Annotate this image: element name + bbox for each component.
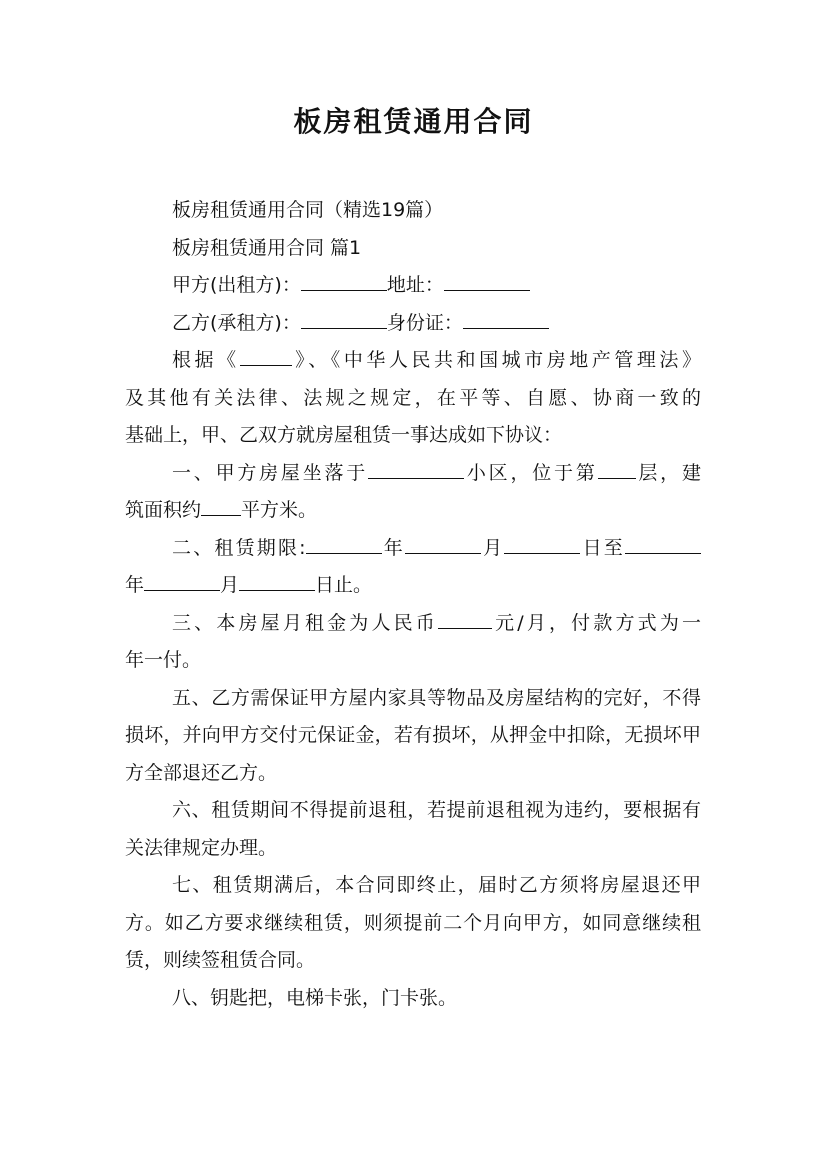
- basis-line-2: 及其他有关法律、法规之规定，在平等、自愿、协商一致的: [125, 386, 701, 409]
- clause-2-line-2: [125, 567, 701, 605]
- id-blank: [463, 309, 549, 329]
- start-day-blank: [504, 534, 580, 554]
- day-to-text: 日至: [580, 536, 625, 559]
- clause-1-text-3: 层，建: [635, 461, 701, 484]
- start-month-blank: [405, 534, 481, 554]
- party-a-name-blank: [301, 271, 387, 291]
- clause-3-line-1: [125, 605, 701, 643]
- rent-blank: [438, 609, 492, 629]
- day-end-text: 日止。: [315, 574, 373, 596]
- party-a-label: 甲方(出租方)：: [172, 274, 301, 296]
- section-heading: 板房租赁通用合同 篇1: [172, 236, 362, 259]
- end-year-blank: [625, 534, 701, 554]
- basis-text-2: 》、《中华人民共和国城市房地产管理法》: [291, 349, 701, 371]
- clause-1-text-2: 小区，位于第: [464, 461, 598, 484]
- contract-body: [125, 192, 701, 1017]
- intro-line: 板房租赁通用合同（精选19篇）: [172, 199, 444, 221]
- basis-line-3: 基础上，甲、乙双方就房屋租赁一事达成如下协议：: [125, 424, 563, 446]
- clause-1-text-1: 一、甲方房屋坐落于: [172, 461, 369, 484]
- clause-7: 七、租赁期满后，本合同即终止，届时乙方须将房屋退还甲方。如乙方要求继续租赁，则须提前二个月向甲方，如同意继续租赁，则续签租赁合同。: [125, 874, 701, 971]
- clause-2-line-1: [125, 530, 701, 568]
- clause-1-text-4: 筑面积约: [125, 499, 202, 521]
- year-unit: 年: [125, 574, 145, 596]
- month-unit: 月: [480, 536, 505, 559]
- address-label: 地址：: [386, 274, 444, 296]
- id-label: 身份证：: [386, 311, 463, 334]
- basis-line-1: [125, 342, 701, 380]
- floor-blank: [598, 459, 636, 479]
- start-year-blank: [306, 534, 382, 554]
- party-a-line: [125, 267, 701, 305]
- party-b-name-blank: [301, 309, 387, 329]
- clause-3-text-2: 元/月，付款方式为一: [491, 611, 701, 634]
- party-b-line: [125, 305, 701, 343]
- clause-3-line-2: 年一付。: [125, 649, 202, 671]
- clause-6: 六、租赁期间不得提前退租，若提前退租视为违约，要根据有关法律规定办理。: [125, 799, 701, 859]
- basis-text-1: 根据《: [172, 349, 240, 371]
- clause-5: 五、乙方需保证甲方屋内家具等物品及房屋结构的完好，不得损坏，并向甲方交付元保证金，若有损坏，从押金中扣除，无损坏甲方全部退还乙方。: [125, 686, 701, 784]
- address-blank: [444, 271, 530, 291]
- party-b-label: 乙方(承租方)：: [172, 311, 301, 334]
- year-unit: 年: [381, 536, 405, 559]
- month-unit: 月: [220, 574, 240, 596]
- law-name-blank: [240, 346, 292, 366]
- clause-1-line-2: [125, 492, 701, 530]
- clause-2-text-1: 二、租赁期限:: [172, 536, 306, 559]
- end-month-blank: [144, 571, 220, 591]
- clause-1-line-1: [125, 455, 701, 493]
- end-day-blank: [239, 571, 315, 591]
- document-title: 板房租赁通用合同: [293, 105, 534, 138]
- clause-1-text-5: 平方米。: [241, 499, 318, 521]
- location-blank: [368, 459, 464, 479]
- clause-8: 八、钥匙把，电梯卡张，门卡张。: [172, 986, 458, 1009]
- area-blank: [201, 496, 241, 516]
- clause-3-text-1: 三、本房屋月租金为人民币: [172, 611, 438, 634]
